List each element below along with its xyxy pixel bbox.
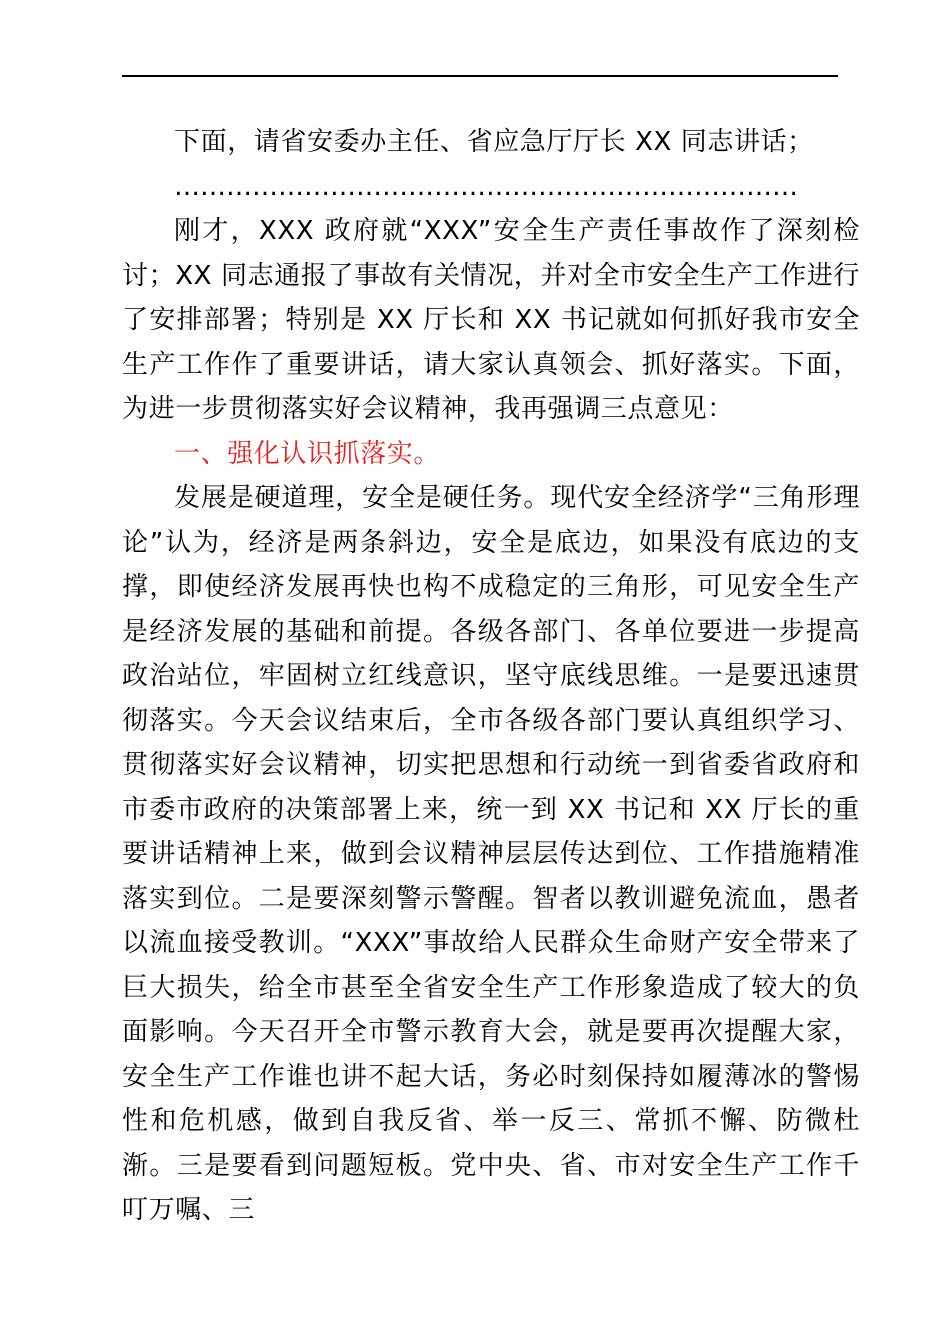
document-body [122,120,860,1233]
paragraph-section-1-body: 发展是硬道理，安全是硬任务。现代安全经济学“三角形理论”认为，经济是两条斜边，安全是底边，如果没有底边的支撑，即使经济发展再快也构不成稳定的三角形，可见安全生产是经济发展的基础和前提。各级各部门、各单位要进一步提高政治站位，牢固树立红线意识，坚守底线思维。一是要迅速贯彻落实。今天会议结束后，全市各级各部门要认真组织学习、贯彻落实好会议精神，切实把思想和行动统一到省委省政府和市委市政府的决策部署上来，统一到 XX 书记和 XX 厅长的重要讲话精神上来，做到会议精神层层传达到位、工作措施精准落实到位。二是要深刻警示警醒。智者以教训避免流血，愚者以流血接受教训。“XXX”事故给人民群众生命财产安全带来了巨大损失，给全市甚至全省安全生产工作形象造成了较大的负面影响。今天召开全市警示教育大会，就是要再次提醒大家，安全生产工作谁也讲不起大话，务必时刻保持如履薄冰的警惕性和危机感，做到自我反省、举一反三、常抓不懈、防微杜渐。三是要看到问题短板。党中央、省、市对安全生产工作千叮万嘱、三 [122,483,860,1225]
header-rule [122,75,838,77]
section-heading-1: 一、强化认识抓落实。 [174,438,441,469]
paragraph-intro-speaker: 下面，请省安委办主任、省应急厅厅长 XX 同志讲话； [174,127,814,157]
ellipsis-divider: ……………………………………………………………… [174,171,798,202]
paragraph-summary: 刚才，XXX 政府就“XXX”安全生产责任事故作了深刻检讨；XX 同志通报了事故有关情况，并对全市安全生产工作进行了安排部署；特别是 XX 厅长和 XX 书记就如何抓好我市安全生产工作作了重要讲话，请大家认真领会、抓好落实。下面，为进一步贯彻落实好会议精神，我再强调三点意见： [122,216,860,424]
